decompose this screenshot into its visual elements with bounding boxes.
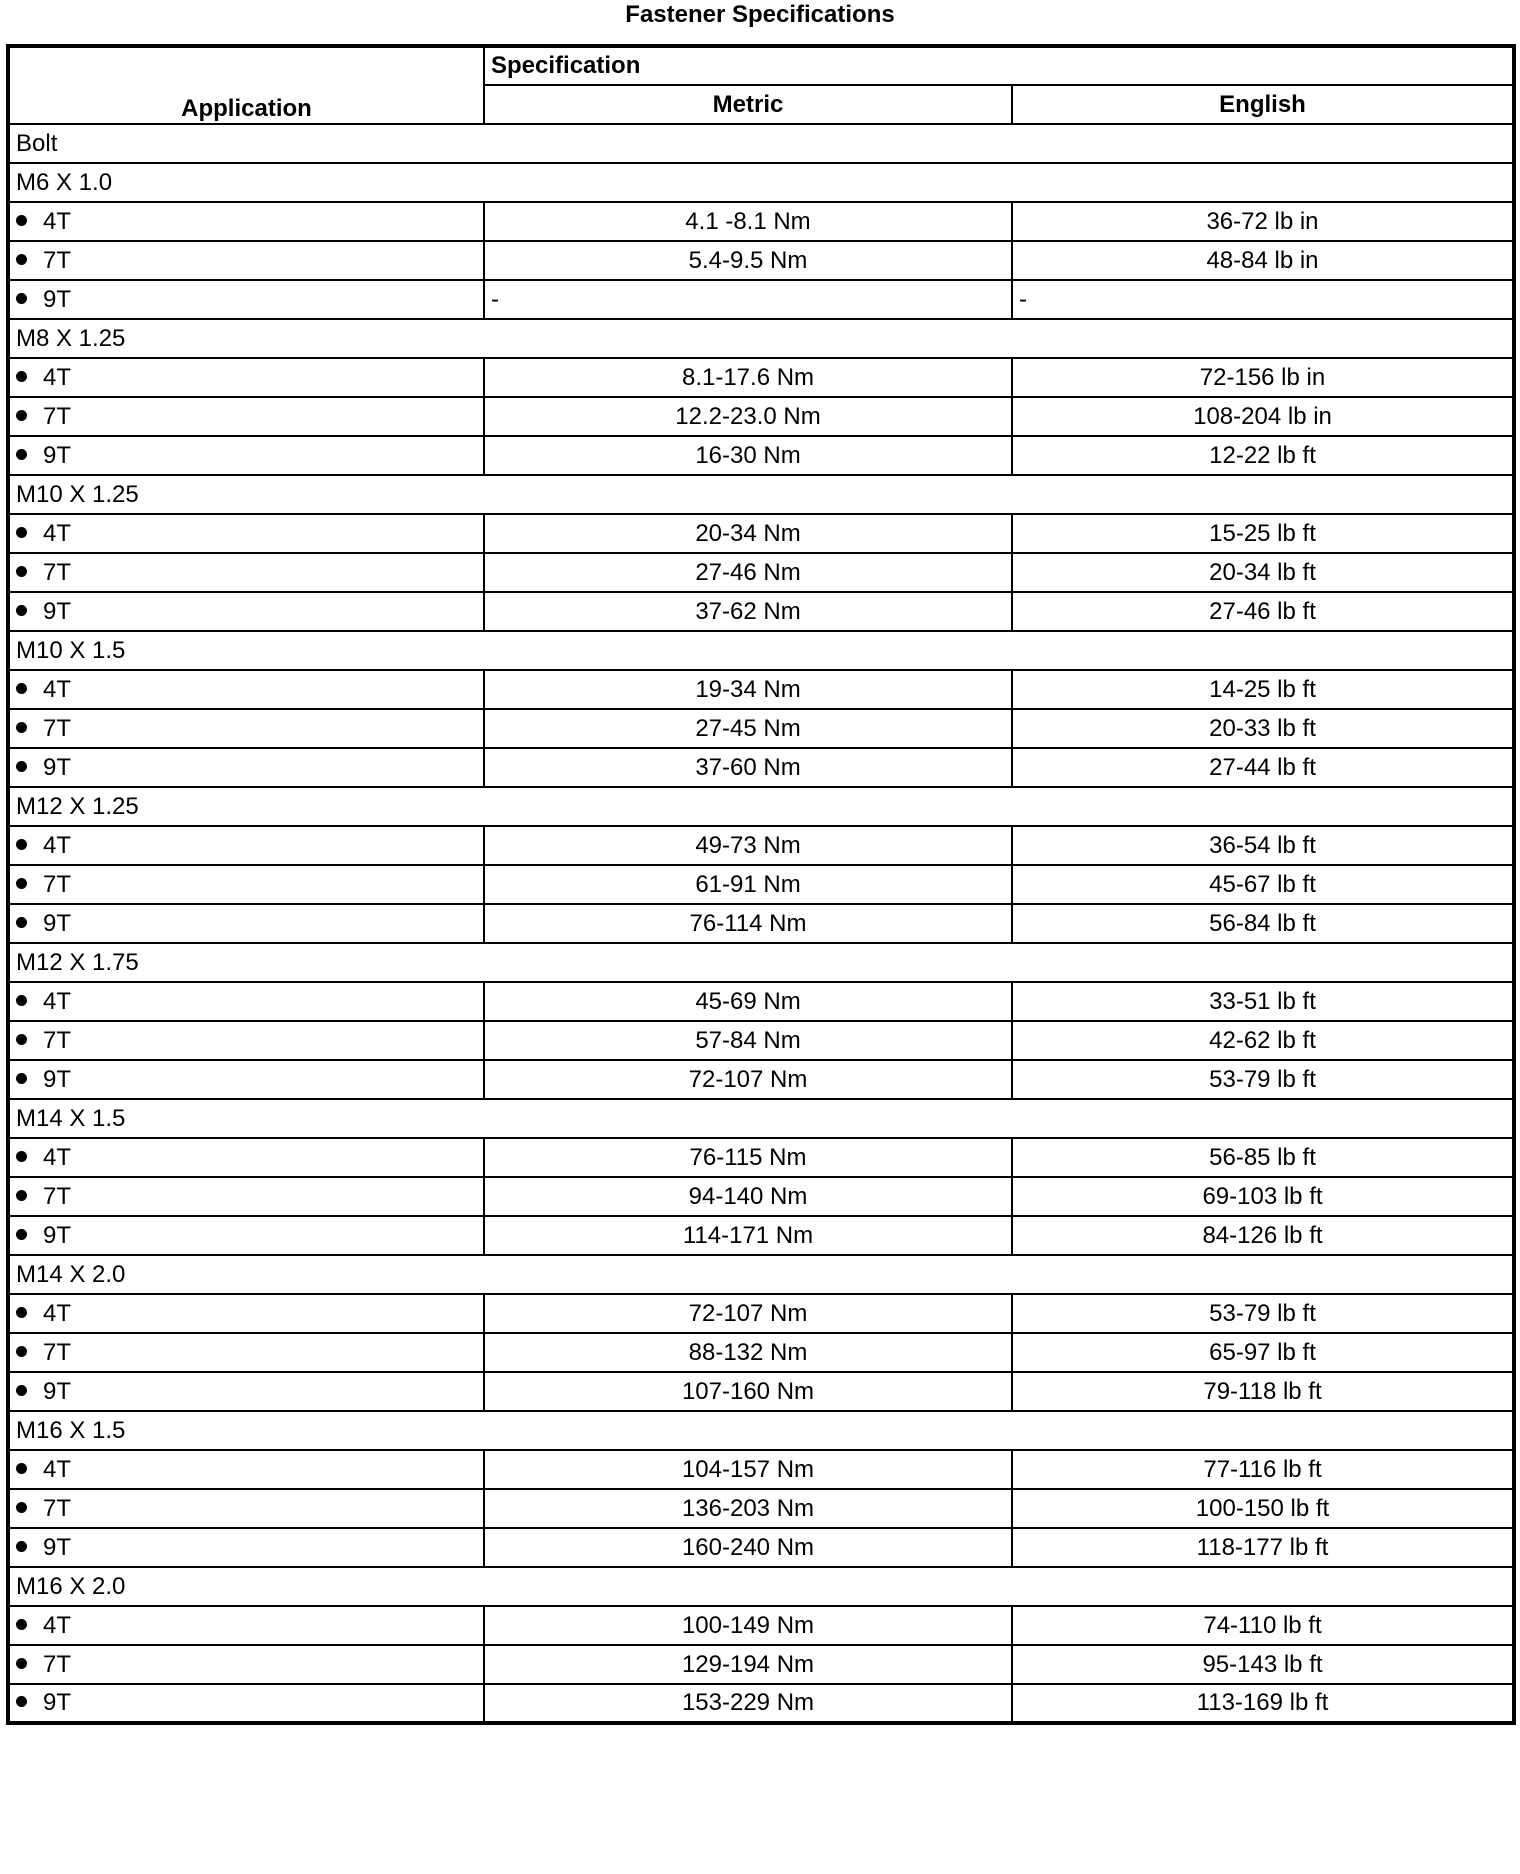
english-value: 15-25 lb ft (1012, 514, 1514, 553)
grade-label: 7T (43, 714, 72, 742)
bullet-icon (16, 1346, 27, 1357)
english-value: 72-156 lb in (1012, 358, 1514, 397)
metric-header: Metric (484, 85, 1012, 124)
grade-label: 4T (43, 987, 72, 1015)
english-value: 36-54 lb ft (1012, 826, 1514, 865)
metric-value: 160-240 Nm (484, 1528, 1012, 1567)
grade-cell (8, 202, 484, 241)
metric-value: 4.1 -8.1 Nm (484, 202, 1012, 241)
table-row (8, 592, 1514, 631)
english-header: English (1012, 85, 1514, 124)
grade-label: 4T (43, 1455, 72, 1483)
table-body (8, 124, 1514, 1723)
table-row (8, 202, 1514, 241)
table-row (8, 1294, 1514, 1333)
bullet-icon (16, 566, 27, 577)
size-label: M6 X 1.0 (8, 163, 1514, 202)
english-value: 27-44 lb ft (1012, 748, 1514, 787)
bullet-icon (16, 683, 27, 694)
metric-value: 37-62 Nm (484, 592, 1012, 631)
english-value: 56-84 lb ft (1012, 904, 1514, 943)
size-group-row (8, 1099, 1514, 1138)
grade-label: 7T (43, 558, 72, 586)
grade-label: 4T (43, 1143, 72, 1171)
metric-value: - (484, 280, 1012, 319)
size-label: M12 X 1.25 (8, 787, 1514, 826)
bullet-icon (16, 605, 27, 616)
english-value: 48-84 lb in (1012, 241, 1514, 280)
table-row (8, 1489, 1514, 1528)
bullet-icon (16, 1073, 27, 1084)
grade-label: 9T (43, 597, 72, 625)
size-label: M16 X 2.0 (8, 1567, 1514, 1606)
metric-value: 37-60 Nm (484, 748, 1012, 787)
grade-label: 7T (43, 402, 72, 430)
table-row (8, 553, 1514, 592)
english-value: 77-116 lb ft (1012, 1450, 1514, 1489)
grade-label: 4T (43, 519, 72, 547)
bullet-icon (16, 527, 27, 538)
grade-label: 7T (43, 1338, 72, 1366)
metric-value: 129-194 Nm (484, 1645, 1012, 1684)
size-label: M14 X 2.0 (8, 1255, 1514, 1294)
fastener-spec-table (6, 44, 1516, 1725)
table-row (8, 358, 1514, 397)
bullet-icon (16, 1229, 27, 1240)
table-row (8, 670, 1514, 709)
table-row (8, 1177, 1514, 1216)
english-value: 56-85 lb ft (1012, 1138, 1514, 1177)
english-value: 12-22 lb ft (1012, 436, 1514, 475)
size-group-row (8, 1255, 1514, 1294)
metric-value: 88-132 Nm (484, 1333, 1012, 1372)
grade-cell (8, 1060, 484, 1099)
bullet-icon (16, 917, 27, 928)
grade-label: 7T (43, 1650, 72, 1678)
grade-cell (8, 553, 484, 592)
grade-label: 9T (43, 1689, 72, 1716)
grade-cell (8, 1372, 484, 1411)
table-row (8, 1372, 1514, 1411)
metric-value: 114-171 Nm (484, 1216, 1012, 1255)
metric-value: 8.1-17.6 Nm (484, 358, 1012, 397)
table-row (8, 1216, 1514, 1255)
metric-value: 136-203 Nm (484, 1489, 1012, 1528)
grade-label: 9T (43, 909, 72, 937)
metric-value: 72-107 Nm (484, 1294, 1012, 1333)
grade-cell (8, 280, 484, 319)
bullet-icon (16, 254, 27, 265)
table-row (8, 865, 1514, 904)
grade-label: 9T (43, 1065, 72, 1093)
bullet-icon (16, 878, 27, 889)
english-value: - (1012, 280, 1514, 319)
grade-label: 4T (43, 363, 72, 391)
grade-label: 7T (43, 1182, 72, 1210)
metric-value: 12.2-23.0 Nm (484, 397, 1012, 436)
grade-label: 4T (43, 831, 72, 859)
english-value: 65-97 lb ft (1012, 1333, 1514, 1372)
grade-cell (8, 1645, 484, 1684)
grade-label: 7T (43, 246, 72, 274)
bullet-icon (16, 1658, 27, 1669)
table-row (8, 748, 1514, 787)
bullet-icon (16, 722, 27, 733)
bullet-icon (16, 449, 27, 460)
bullet-icon (16, 1541, 27, 1552)
grade-label: 4T (43, 1611, 72, 1639)
grade-label: 4T (43, 675, 72, 703)
metric-value: 76-114 Nm (484, 904, 1012, 943)
size-group-row (8, 787, 1514, 826)
size-label: M10 X 1.25 (8, 475, 1514, 514)
grade-cell (8, 1021, 484, 1060)
grade-label: 4T (43, 207, 72, 235)
grade-label: 9T (43, 441, 72, 469)
size-group-row (8, 475, 1514, 514)
grade-cell (8, 1177, 484, 1216)
metric-value: 100-149 Nm (484, 1606, 1012, 1645)
grade-cell (8, 748, 484, 787)
page-title: Fastener Specifications (625, 1, 895, 28)
grade-cell (8, 358, 484, 397)
bullet-icon (16, 1151, 27, 1162)
table-row (8, 1528, 1514, 1567)
english-value: 108-204 lb in (1012, 397, 1514, 436)
table-row (8, 1021, 1514, 1060)
english-value: 113-169 lb ft (1012, 1684, 1514, 1723)
bullet-icon (16, 1385, 27, 1396)
table-row (8, 1684, 1514, 1723)
grade-cell (8, 1450, 484, 1489)
grade-cell (8, 709, 484, 748)
metric-value: 153-229 Nm (484, 1684, 1012, 1723)
grade-cell (8, 1138, 484, 1177)
table-row (8, 1450, 1514, 1489)
english-value: 45-67 lb ft (1012, 865, 1514, 904)
table-row (8, 514, 1514, 553)
metric-value: 94-140 Nm (484, 1177, 1012, 1216)
metric-value: 27-45 Nm (484, 709, 1012, 748)
metric-value: 61-91 Nm (484, 865, 1012, 904)
grade-label: 7T (43, 1494, 72, 1522)
table-row (8, 709, 1514, 748)
grade-label: 9T (43, 1533, 72, 1561)
bullet-icon (16, 1307, 27, 1318)
size-label: M16 X 1.5 (8, 1411, 1514, 1450)
english-value: 20-34 lb ft (1012, 553, 1514, 592)
category-row (8, 124, 1514, 163)
grade-cell (8, 670, 484, 709)
size-group-row (8, 943, 1514, 982)
english-value: 69-103 lb ft (1012, 1177, 1514, 1216)
metric-value: 107-160 Nm (484, 1372, 1012, 1411)
grade-cell (8, 826, 484, 865)
grade-cell (8, 241, 484, 280)
grade-cell (8, 904, 484, 943)
grade-cell (8, 1528, 484, 1567)
grade-cell (8, 1216, 484, 1255)
size-label: M12 X 1.75 (8, 943, 1514, 982)
grade-cell (8, 982, 484, 1021)
bullet-icon (16, 1502, 27, 1513)
grade-label: 7T (43, 870, 72, 898)
english-value: 100-150 lb ft (1012, 1489, 1514, 1528)
grade-cell (8, 1606, 484, 1645)
grade-label: 7T (43, 1026, 72, 1054)
english-value: 36-72 lb in (1012, 202, 1514, 241)
english-value: 20-33 lb ft (1012, 709, 1514, 748)
specification-header: Specification (484, 46, 1514, 85)
metric-value: 16-30 Nm (484, 436, 1012, 475)
metric-value: 20-34 Nm (484, 514, 1012, 553)
size-group-row (8, 1567, 1514, 1606)
grade-label: 9T (43, 1221, 72, 1249)
english-value: 84-126 lb ft (1012, 1216, 1514, 1255)
grade-label: 4T (43, 1299, 72, 1327)
english-value: 14-25 lb ft (1012, 670, 1514, 709)
size-group-row (8, 319, 1514, 358)
english-value: 33-51 lb ft (1012, 982, 1514, 1021)
size-group-row (8, 1411, 1514, 1450)
grade-cell (8, 865, 484, 904)
table-row (8, 1060, 1514, 1099)
grade-cell (8, 397, 484, 436)
table-row (8, 1645, 1514, 1684)
size-label: M10 X 1.5 (8, 631, 1514, 670)
category-label: Bolt (8, 124, 1514, 163)
bullet-icon (16, 371, 27, 382)
table-row (8, 241, 1514, 280)
bullet-icon (16, 995, 27, 1006)
metric-value: 72-107 Nm (484, 1060, 1012, 1099)
english-value: 27-46 lb ft (1012, 592, 1514, 631)
metric-value: 104-157 Nm (484, 1450, 1012, 1489)
grade-cell (8, 1294, 484, 1333)
table-row (8, 982, 1514, 1021)
grade-label: 9T (43, 1377, 72, 1405)
table-row (8, 1138, 1514, 1177)
application-header: Application (8, 46, 484, 124)
english-value: 95-143 lb ft (1012, 1645, 1514, 1684)
metric-value: 5.4-9.5 Nm (484, 241, 1012, 280)
table-row (8, 1333, 1514, 1372)
table-row (8, 397, 1514, 436)
english-value: 74-110 lb ft (1012, 1606, 1514, 1645)
table-row (8, 1606, 1514, 1645)
english-value: 118-177 lb ft (1012, 1528, 1514, 1567)
english-value: 53-79 lb ft (1012, 1060, 1514, 1099)
bullet-icon (16, 1619, 27, 1630)
english-value: 79-118 lb ft (1012, 1372, 1514, 1411)
grade-cell (8, 592, 484, 631)
grade-cell (8, 436, 484, 475)
size-label: M8 X 1.25 (8, 319, 1514, 358)
bullet-icon (16, 761, 27, 772)
metric-value: 27-46 Nm (484, 553, 1012, 592)
bullet-icon (16, 410, 27, 421)
table-row (8, 826, 1514, 865)
size-label: M14 X 1.5 (8, 1099, 1514, 1138)
grade-cell (8, 1489, 484, 1528)
english-value: 53-79 lb ft (1012, 1294, 1514, 1333)
bullet-icon (16, 1696, 27, 1707)
metric-value: 19-34 Nm (484, 670, 1012, 709)
size-group-row (8, 163, 1514, 202)
grade-cell (8, 1333, 484, 1372)
table-row (8, 904, 1514, 943)
size-group-row (8, 631, 1514, 670)
bullet-icon (16, 215, 27, 226)
metric-value: 76-115 Nm (484, 1138, 1012, 1177)
grade-cell (8, 514, 484, 553)
grade-cell (8, 1684, 484, 1723)
grade-label: 9T (43, 285, 72, 313)
table-row (8, 280, 1514, 319)
grade-label: 9T (43, 753, 72, 781)
bullet-icon (16, 1034, 27, 1045)
bullet-icon (16, 293, 27, 304)
english-value: 42-62 lb ft (1012, 1021, 1514, 1060)
table-row (8, 436, 1514, 475)
bullet-icon (16, 839, 27, 850)
metric-value: 49-73 Nm (484, 826, 1012, 865)
metric-value: 45-69 Nm (484, 982, 1012, 1021)
bullet-icon (16, 1190, 27, 1201)
bullet-icon (16, 1463, 27, 1474)
metric-value: 57-84 Nm (484, 1021, 1012, 1060)
